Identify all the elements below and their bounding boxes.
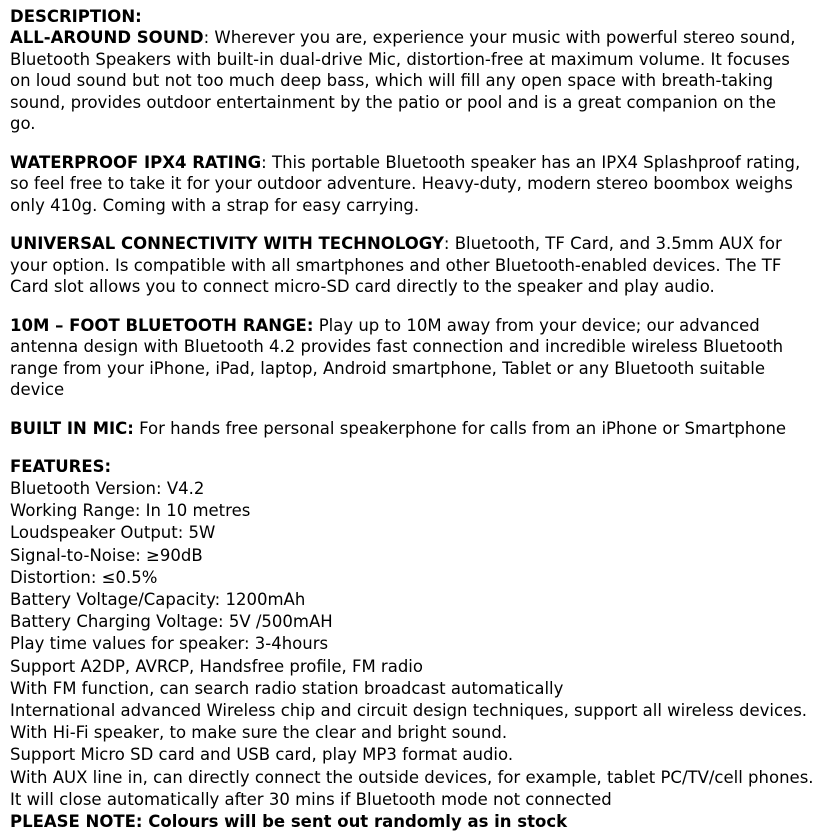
- features-list: [10, 478, 814, 811]
- list-item: Battery Voltage/Capacity: 1200mAh: [10, 590, 306, 610]
- list-item: Working Range: In 10 metres: [10, 501, 251, 521]
- section-body: Play up to 10M away from your device; our advanced antenna design with Bluetooth 4.2 provides fast connection and incredible wireless Bluetooth range from your iPhone, iPad, laptop, Android smartphone, Tablet or any Bluetooth suitable device: [10, 315, 784, 399]
- section-title: UNIVERSAL CONNECTIVITY WITH TECHNOLOGY: [10, 234, 444, 253]
- please-note: PLEASE NOTE: Colours will be sent out randomly as in stock: [10, 812, 568, 832]
- section-body: Bluetooth, TF Card, and 3.5mm AUX for your option. Is compatible with all smartphones and other Bluetooth-enabled devices. The TF Card slot allows you to connect micro-SD card directly to the speaker and play audio.: [10, 234, 782, 296]
- list-item: Distortion: ≤0.5%: [10, 567, 158, 587]
- section-universal-connectivity: [10, 233, 803, 298]
- section-waterproof-ipx4-rating: [10, 152, 803, 217]
- list-item: With AUX line in, can directly connect the outside devices, for example, tablet PC/TV/cell phones.: [10, 767, 814, 787]
- list-item: Signal-to-Noise: ≥90dB: [10, 545, 203, 565]
- section-title: 10M – FOOT BLUETOOTH RANGE:: [10, 315, 314, 335]
- section-title: BUILT IN MIC:: [10, 418, 134, 438]
- list-item: Loudspeaker Output: 5W: [10, 523, 216, 543]
- list-item: Bluetooth Version: V4.2: [10, 479, 205, 498]
- list-item: With Hi-Fi speaker, to make sure the clear and bright sound.: [10, 723, 508, 743]
- section-separator: :: [203, 28, 215, 47]
- section-all-around-sound: [10, 27, 803, 135]
- list-item: Battery Charging Voltage: 5V /500mAH: [10, 612, 333, 632]
- section-paragraph: [10, 152, 803, 217]
- section-body: For hands free personal speakerphone for calls from an iPhone or Smartphone: [139, 418, 787, 438]
- section-separator: :: [261, 152, 272, 172]
- section-title: ALL-AROUND SOUND: [10, 28, 204, 47]
- section-title: WATERPROOF IPX4 RATING: [10, 152, 262, 172]
- section-paragraph: [10, 315, 803, 401]
- section-paragraph: [10, 418, 803, 440]
- section-paragraph: [10, 27, 803, 135]
- section-separator: :: [443, 234, 455, 253]
- section-body: Wherever you are, experience your music with powerful stereo sound, Bluetooth Speakers with built-in dual-drive Mic, distortion-free at maximum volume. It focuses on loud sound but not too much deep bass, which will fill any open space with breath-taking sound, provides outdoor entertainment by the patio or pool and is a great companion on the go.: [10, 28, 796, 133]
- description-heading: DESCRIPTION:: [10, 7, 142, 26]
- features-heading: FEATURES:: [10, 457, 112, 476]
- list-item: International advanced Wireless chip and circuit design techniques, support all wireless devices.: [10, 701, 808, 721]
- section-built-in-mic: [10, 418, 803, 440]
- section-bluetooth-range: [10, 315, 803, 401]
- list-item: With FM function, can search radio station broadcast automatically: [10, 678, 564, 698]
- list-item: It will close automatically after 30 mins if Bluetooth mode not connected: [10, 789, 612, 809]
- section-paragraph: [10, 233, 803, 298]
- list-item: Support A2DP, AVRCP, Handsfree profile, FM radio: [10, 656, 423, 676]
- section-body: This portable Bluetooth speaker has an IPX4 Splashproof rating, so feel free to take it for your outdoor adventure. Heavy-duty, modern stereo boombox weighs only 410g. Coming with a strap for easy carrying.: [10, 152, 801, 215]
- list-item: Support Micro SD card and USB card, play MP3 format audio.: [10, 745, 514, 765]
- list-item: Play time values for speaker: 3-4hours: [10, 634, 329, 654]
